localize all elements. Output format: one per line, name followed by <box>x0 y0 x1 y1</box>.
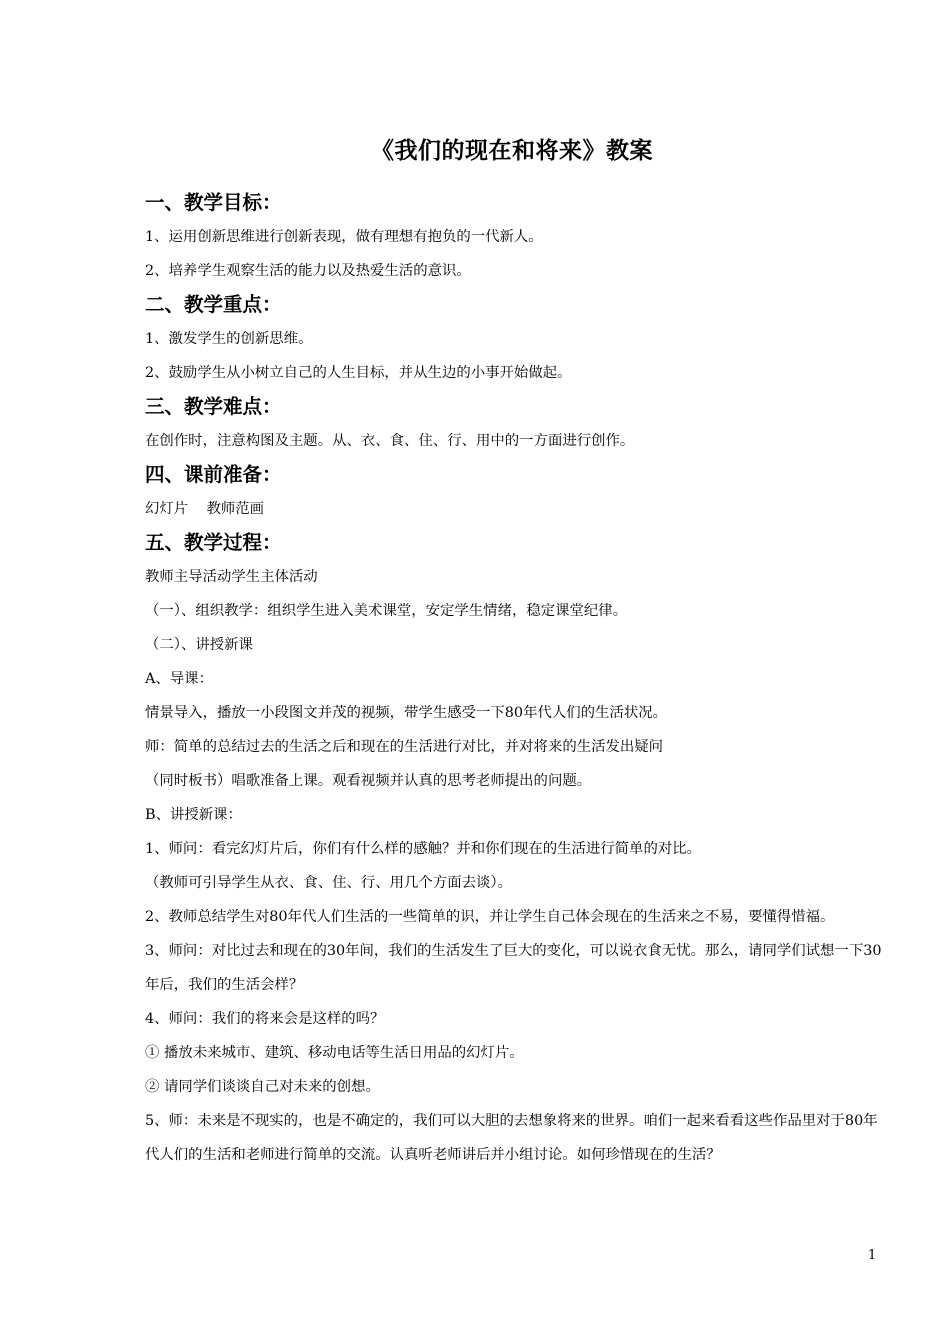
goal-item: 1、运用创新思维进行创新表现，做有理想有抱负的一代新人。 <box>145 229 543 245</box>
process-line: A、导课： <box>145 671 213 687</box>
process-line: B、讲授新课： <box>145 807 242 823</box>
process-line: 教师主导活动学生主体活动 <box>145 569 318 585</box>
process-line: ② 请同学们谈谈自己对未来的创想。 <box>145 1079 380 1095</box>
heading-process: 五、教学过程： <box>145 531 282 554</box>
document-body <box>145 186 885 1172</box>
process-line: 4、师问：我们的将来会是这样的吗？ <box>145 1011 385 1027</box>
process-line: （二）、讲授新课 <box>145 637 253 653</box>
process-paragraph: 5、师：未来是不现实的，也是不确定的，我们可以大胆的去想象将来的世界。咱们一起来看看这些作品里对于80年代人们的生活和老师进行简单的交流。认真听老师讲后并小组讨论。如何珍惜现在的生活？ <box>145 1113 878 1163</box>
heading-difficulties: 三、教学难点： <box>145 395 282 418</box>
process-paragraph: 2、教师总结学生对80年代人们生活的一些简单的识，并让学生自己体会现在的生活来之不易，要懂得惜福。 <box>145 909 835 925</box>
process-line: ① 播放未来城市、建筑、移动电话等生活日用品的幻灯片。 <box>145 1045 524 1061</box>
process-line: （同时板书）唱歌准备上课。观看视频并认真的思考老师提出的问题。 <box>145 773 592 789</box>
heading-preparation: 四、课前准备： <box>145 463 282 486</box>
process-line: 师：简单的总结过去的生活之后和现在的生活进行对比，并对将来的生活发出疑问 <box>145 739 664 755</box>
page-number: 1 <box>868 1248 877 1263</box>
prep-item: 幻灯片 教师范画 <box>145 501 265 517</box>
process-paragraph: 3、师问：对比过去和现在的30年间，我们的生活发生了巨大的变化，可以说衣食无忧。那么，请同学们试想一下30年后，我们的生活会样？ <box>145 943 882 993</box>
heading-goals: 一、教学目标： <box>145 191 282 214</box>
difficulty-item: 在创作时，注意构图及主题。从、衣、食、住、行、用中的一方面进行创作。 <box>145 433 635 449</box>
heading-key-points: 二、教学重点： <box>145 293 282 316</box>
process-line: 1、师问：看完幻灯片后，你们有什么样的感触？并和你们现在的生活进行简单的对比。 <box>145 841 702 857</box>
process-line: （一）、组织教学：组织学生进入美术课堂，安定学生情绪，稳定课堂纪律。 <box>145 603 628 619</box>
document-title: 《我们的现在和将来》教案 <box>371 137 653 164</box>
process-line: （教师可引导学生从衣、食、住、行、用几个方面去谈）。 <box>145 875 512 891</box>
goal-item: 2、培养学生观察生活的能力以及热爱生活的意识。 <box>145 263 471 279</box>
key-item: 2、鼓励学生从小树立自己的人生目标，并从生边的小事开始做起。 <box>145 365 572 381</box>
process-line: 情景导入，播放一小段图文并茂的视频，带学生感受一下80年代人们的生活状况。 <box>145 705 667 721</box>
key-item: 1、激发学生的创新思维。 <box>145 331 313 347</box>
